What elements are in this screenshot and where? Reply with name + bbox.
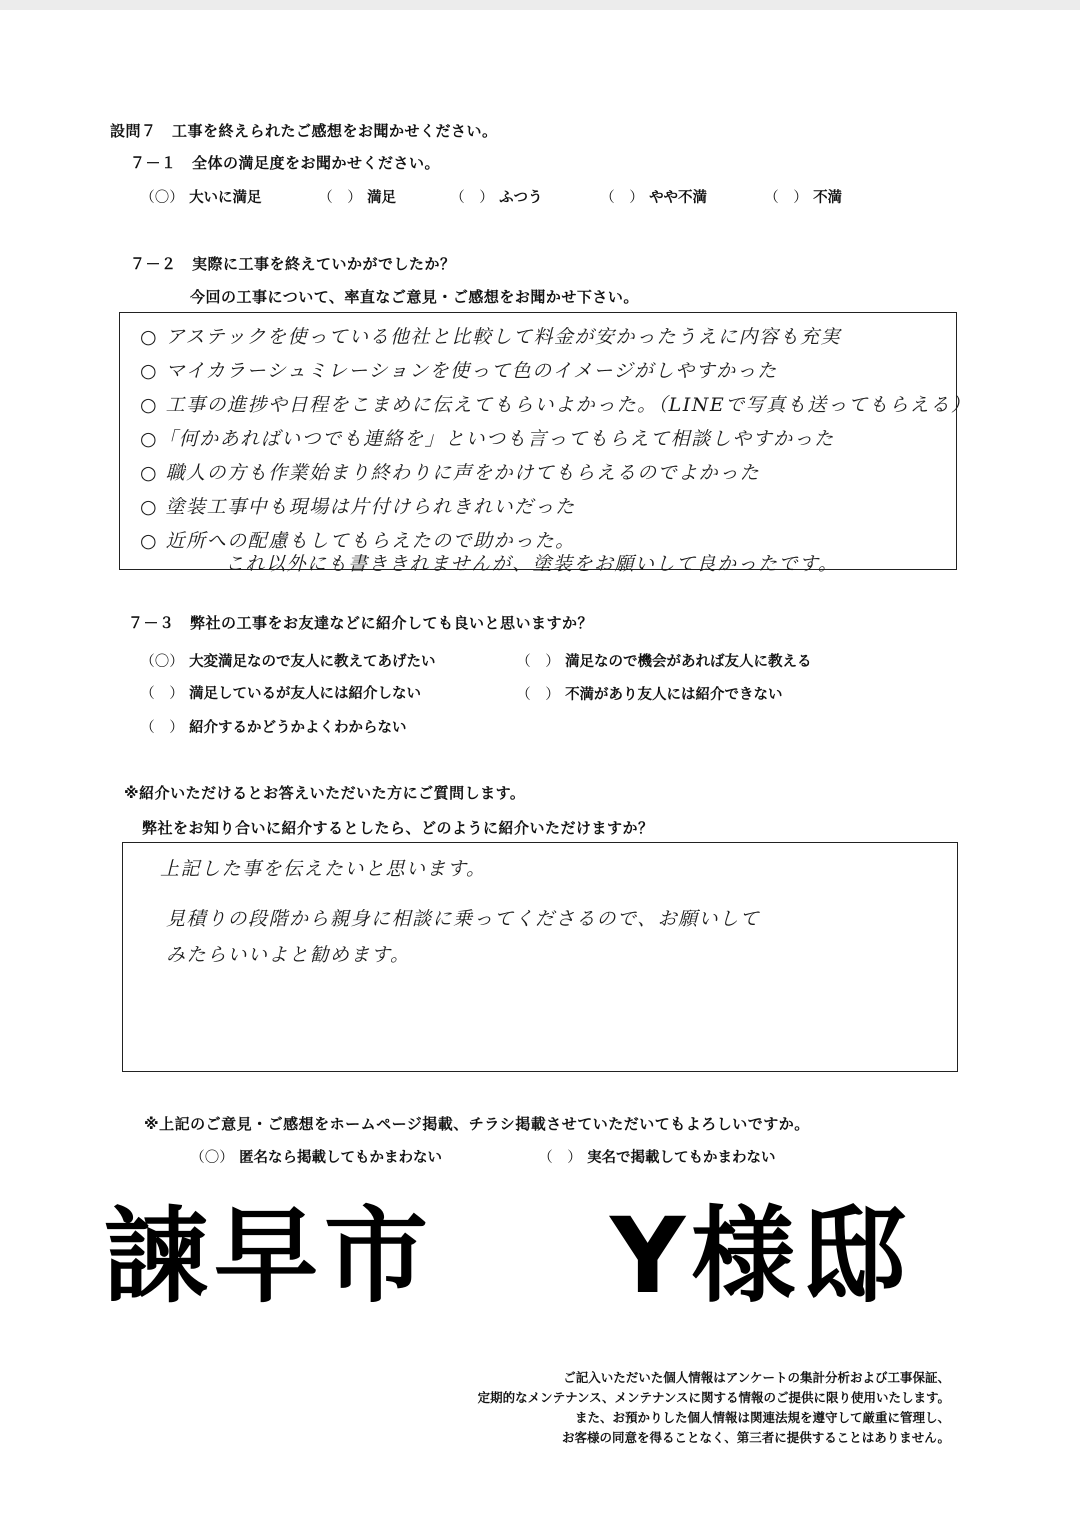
privacy-notice xyxy=(478,1368,950,1448)
q72-answer-line: これ以外にも書ききれませんが、塗装をお願いして良かったです。 xyxy=(225,553,839,575)
q73-option-3-mark: （ ） xyxy=(140,686,184,702)
q73-option-2-label: 満足なので機会があれば友人に教える xyxy=(565,654,812,670)
privacy-notice-line: お客様の同意を得ることなく、第三者に提供することはありません。 xyxy=(561,1430,950,1445)
q73-option-3 xyxy=(140,682,421,703)
q71-option-4 xyxy=(600,186,707,207)
q73-option-4 xyxy=(516,683,783,704)
q71-option-1 xyxy=(140,186,262,207)
q72-answer-line: ○ 工事の進捗や日程をこまめに伝えてもらいよかった。（LINEで写真も送ってもらえる） xyxy=(140,394,972,416)
q71-option-5 xyxy=(764,186,842,207)
q7-title: 設問７ 工事を終えられたご感想をお聞かせください。 xyxy=(110,122,498,140)
publish-option-1 xyxy=(190,1146,442,1167)
stamp-city: 諫早市 xyxy=(104,1195,435,1317)
q73-option-1-label: 大変満足なので友人に教えてあげたい xyxy=(189,654,436,670)
q71-option-3 xyxy=(450,186,543,207)
q71-option-4-mark: （ ） xyxy=(600,190,644,206)
q72-answer-line: ○ アステックを使っている他社と比較して料金が安かったうえに内容も充実 xyxy=(140,326,841,348)
stamp-house: Y様邸 xyxy=(610,1195,912,1317)
q71-title: ７－１ 全体の満足度をお聞かせください。 xyxy=(130,154,441,172)
q72-answer-line: ○ 職人の方も作業始まり終わりに声をかけてもらえるのでよかった xyxy=(140,462,761,484)
publish-question: ※上記のご意見・ご感想をホームページ掲載、チラシ掲載させていただいてもよろしいですか。 xyxy=(144,1115,810,1133)
q73-option-5-mark: （ ） xyxy=(140,720,184,736)
referral-note: ※紹介いただけるとお答えいただいた方にご質問します。 xyxy=(124,784,526,802)
q73-option-4-label: 不満があり友人には紹介できない xyxy=(565,687,783,703)
q73-title: ７－３ 弊社の工事をお友達などに紹介しても良いと思いますか？ xyxy=(128,614,594,632)
privacy-notice-line: 定期的なメンテナンス、メンテナンスに関する情報のご提供に限り使用いたします。 xyxy=(477,1390,950,1405)
referral-answer-line: 上記した事を伝えたいと思います。 xyxy=(160,858,487,880)
q71-option-1-mark: （〇） xyxy=(140,190,184,206)
q73-option-1 xyxy=(140,650,436,671)
q71-option-4-label: やや不満 xyxy=(649,190,708,206)
publish-option-2-label: 実名で掲載してもかまわない xyxy=(587,1150,776,1166)
q72-title: ７－２ 実際に工事を終えていかがでしたか？ xyxy=(130,255,456,273)
q73-option-4-mark: （ ） xyxy=(516,687,560,703)
q71-option-2-label: 満足 xyxy=(367,190,397,206)
q72-answer-line: ○ 塗装工事中も現場は片付けられきれいだった xyxy=(140,496,576,518)
q73-option-5 xyxy=(140,716,407,737)
q71-option-3-mark: （ ） xyxy=(450,190,494,206)
referral-answer-line: 見積りの段階から親身に相談に乗ってくださるので、お願いして xyxy=(166,908,761,930)
referral-question: 弊社をお知り合いに紹介するとしたら、どのように紹介いただけますか？ xyxy=(142,819,654,837)
q72-answer-line: ○「何かあればいつでも連絡を」といつも言ってもらえて相談しやすかった xyxy=(140,428,835,450)
q73-option-1-mark: （〇） xyxy=(140,654,184,670)
q71-option-3-label: ふつう xyxy=(499,190,543,206)
q73-option-2 xyxy=(516,650,812,671)
referral-answer-line: みたらいいよと勧めます。 xyxy=(166,944,411,966)
q71-option-5-mark: （ ） xyxy=(764,190,808,206)
q71-option-1-label: 大いに満足 xyxy=(189,190,262,206)
q72-subtitle: 今回の工事について、率直なご意見・ご感想をお聞かせ下さい。 xyxy=(190,288,639,306)
publish-option-2-mark: （ ） xyxy=(538,1150,582,1166)
publish-option-1-mark: （〇） xyxy=(190,1150,234,1166)
top-bar xyxy=(0,0,1080,10)
q72-answer-line: ○ マイカラーシュミレーションを使って色のイメージがしやすかった xyxy=(140,360,778,382)
q71-option-2-mark: （ ） xyxy=(318,190,362,206)
privacy-notice-line: ご記入いただいた個人情報はアンケートの集計分析および工事保証、 xyxy=(563,1370,950,1385)
publish-option-2 xyxy=(538,1146,776,1167)
q73-option-2-mark: （ ） xyxy=(516,654,560,670)
privacy-notice-line: また、お預かりした個人情報は関連法規を遵守して厳重に管理し、 xyxy=(574,1410,950,1425)
q73-option-3-label: 満足しているが友人には紹介しない xyxy=(189,686,422,702)
publish-option-1-label: 匿名なら掲載してもかまわない xyxy=(239,1150,443,1166)
q72-answer-line: ○ 近所への配慮もしてもらえたので助かった。 xyxy=(140,530,576,552)
q71-option-5-label: 不満 xyxy=(813,190,843,206)
q73-option-5-label: 紹介するかどうかよくわからない xyxy=(189,720,407,736)
q71-option-2 xyxy=(318,186,396,207)
